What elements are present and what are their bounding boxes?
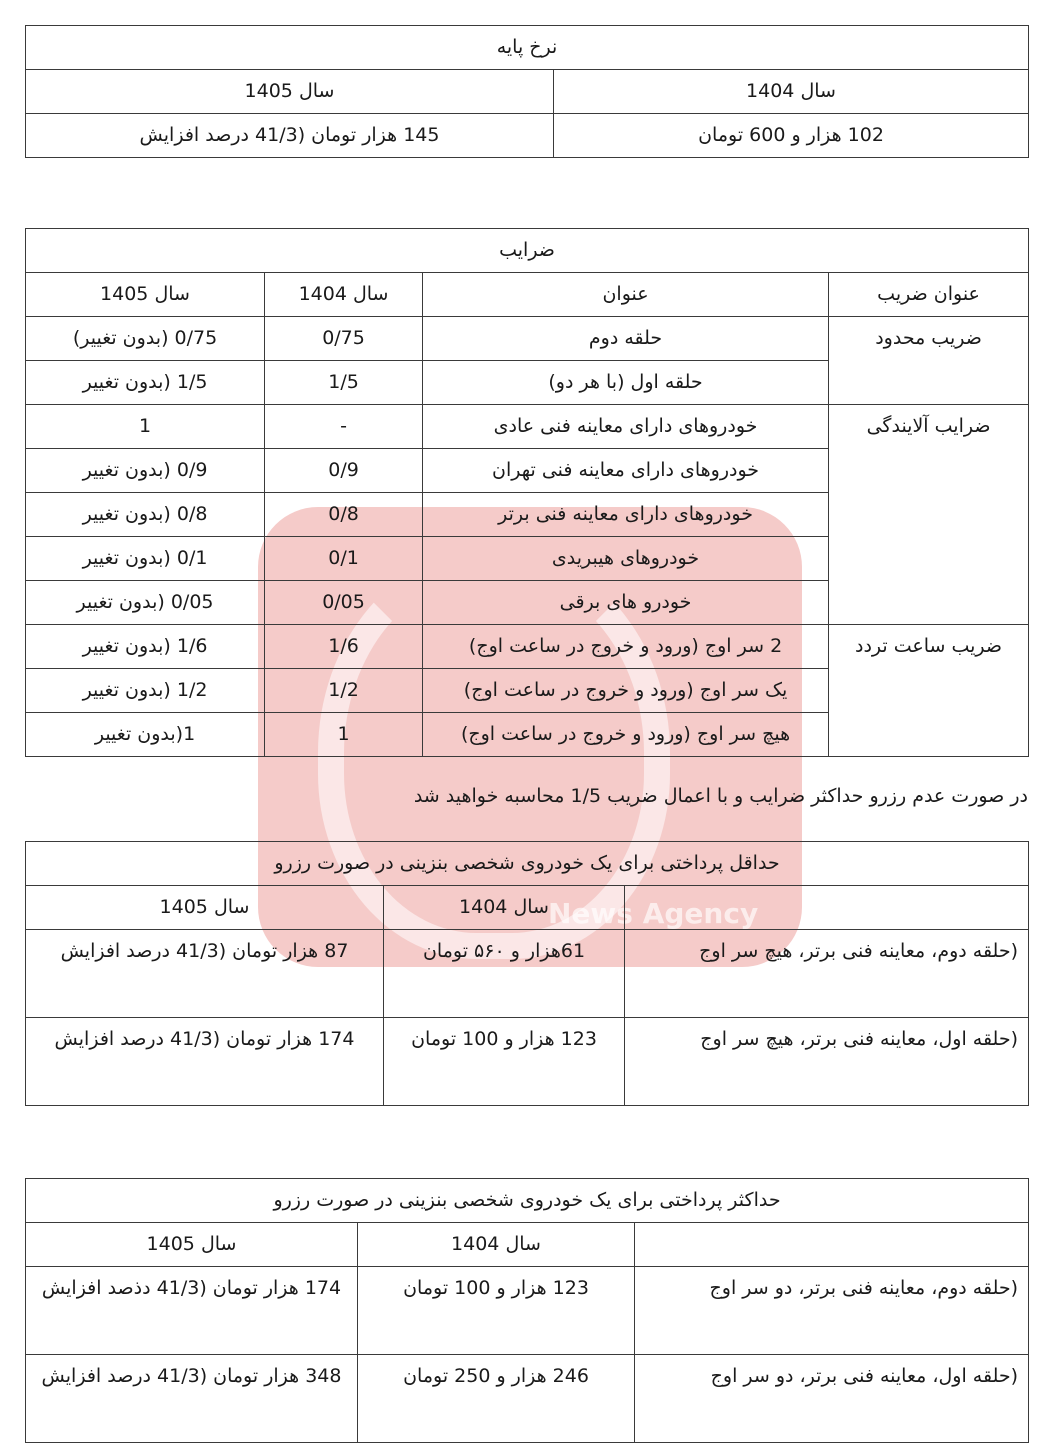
row-subject: هیچ سر اوج (ورود و خروج در ساعت اوج) [423,713,829,757]
row-1405: 1/2 (بدون تغییر [26,669,265,713]
row-1405: 1 [26,405,265,449]
max-payment-row-1405: 174 هزار تومان (41/3 دذصد افزایش [26,1267,358,1355]
row-subject: خودروهای دارای معاینه فنی برتر [423,493,829,537]
min-payment-row-1404: 123 هزار و 100 تومان [384,1018,625,1106]
base-rate-table [25,25,1029,158]
no-reservation-note: در صورت عدم رزرو حداکثر ضرایب و با اعمال ضریب 1/5 محاسبه خواهید شد [413,785,1028,807]
max-payment-row-label: (حلقه اول، معاینه فنی برتر، دو سر اوج [635,1355,1029,1443]
base-rate-value-1404: 102 هزار و 600 تومان [554,114,1029,158]
coefficients-title: ضرایب [26,229,1029,273]
row-1404: 1/5 [265,361,423,405]
row-subject: 2 سر اوج (ورود و خروج در ساعت اوج) [423,625,829,669]
header-coefficient-type: عنوان ضریب [829,273,1029,317]
base-rate-value-1405: 145 هزار تومان (41/3 درصد افزایش [26,114,554,158]
max-payment-empty-header [635,1223,1029,1267]
row-subject: خودروهای دارای معاینه فنی عادی [423,405,829,449]
min-payment-title: حداقل پرداختی برای یک خودروی شخصی بنزینی در صورت رزرو [26,842,1029,886]
min-payment-table [25,841,1029,1106]
max-payment-row-1404: 246 هزار و 250 تومان [358,1355,635,1443]
max-payment-row-1405: 348 هزار تومان (41/3 درصد افزایش [26,1355,358,1443]
group-pollution: ضرایب آلایندگی [829,405,1029,625]
row-1405: 1/6 (بدون تغییر [26,625,265,669]
row-1405: 0/9 (بدون تغییر [26,449,265,493]
group-limited: ضریب محدود [829,317,1029,405]
row-1404: 0/75 [265,317,423,361]
row-subject: یک سر اوج (ورود و خروج در ساعت اوج) [423,669,829,713]
header-1405: سال 1405 [26,273,265,317]
min-payment-row-1404: 61هزار و ۵۶۰ تومان [384,930,625,1018]
max-payment-col-1404: سال 1404 [358,1223,635,1267]
row-subject: خودروهای هیبریدی [423,537,829,581]
base-rate-col-1404: سال 1404 [554,70,1029,114]
row-subject: خودرو های برقی [423,581,829,625]
row-subject: حلقه اول (با هر دو) [423,361,829,405]
row-1405: 0/1 (بدون تغییر [26,537,265,581]
header-1404: سال 1404 [265,273,423,317]
row-1404: 0/9 [265,449,423,493]
max-payment-title: حداکثر پرداختی برای یک خودروی شخصی بنزینی در صورت رزرو [26,1179,1029,1223]
row-1405: 1/5 (بدون تغییر [26,361,265,405]
watermark-text: News Agency [548,897,759,930]
row-1405: 1(بدون تغییر [26,713,265,757]
row-subject: خودروهای دارای معاینه فنی تهران [423,449,829,493]
min-payment-row-1405: 174 هزار تومان (41/3 درصد افزایش [26,1018,384,1106]
min-payment-row-label: (حلقه اول، معاینه فنی برتر، هیچ سر اوج [625,1018,1029,1106]
min-payment-col-1404: سال 1404 [384,886,625,930]
row-1404: 1/6 [265,625,423,669]
base-rate-col-1405: سال 1405 [26,70,554,114]
min-payment-col-1405: سال 1405 [26,886,384,930]
max-payment-row-1404: 123 هزار و 100 تومان [358,1267,635,1355]
row-1405: 0/05 (بدون تغییر [26,581,265,625]
row-subject: حلقه دوم [423,317,829,361]
max-payment-col-1405: سال 1405 [26,1223,358,1267]
row-1404: 0/05 [265,581,423,625]
min-payment-row-1405: 87 هزار تومان (41/3 درصد افزایش [26,930,384,1018]
min-payment-empty-header [625,886,1029,930]
row-1405: 0/75 (بدون تغییر) [26,317,265,361]
row-1404: 1 [265,713,423,757]
max-payment-table [25,1178,1029,1443]
min-payment-row-label: (حلقه دوم، معاینه فنی برتر، هیچ سر اوج [625,930,1029,1018]
coefficients-table [25,228,1029,757]
row-1404: 1/2 [265,669,423,713]
row-1404: 0/1 [265,537,423,581]
row-1404: - [265,405,423,449]
row-1404: 0/8 [265,493,423,537]
max-payment-row-label: (حلقه دوم، معاینه فنی برتر، دو سر اوج [635,1267,1029,1355]
header-subject: عنوان [423,273,829,317]
row-1405: 0/8 (بدون تغییر [26,493,265,537]
group-traffic: ضریب ساعت تردد [829,625,1029,757]
base-rate-title: نرخ پایه [26,26,1029,70]
